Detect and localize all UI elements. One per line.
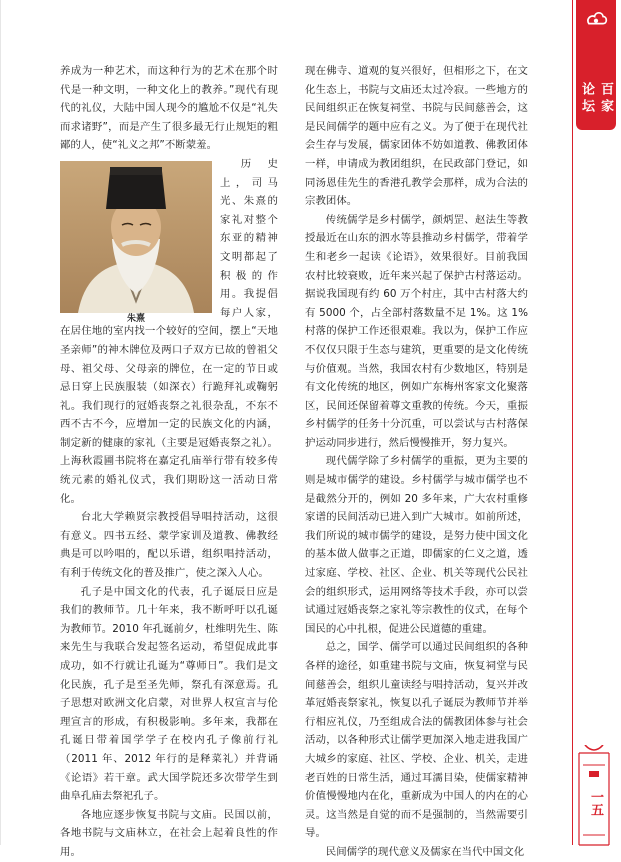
scholar-portrait-icon xyxy=(60,161,212,313)
section-tab xyxy=(576,0,616,130)
portrait-caption: 朱熹 xyxy=(126,314,146,325)
page-number: 一五 xyxy=(588,790,603,816)
left-paragraph-2: 历史上，司马光、朱熹的家礼对整个东亚的精神文明都起了积极的作用。我提倡每户人家，在居住地的室内找一个较好的空间，摆上“天地圣亲师”的神木牌位及两口子双方已故的曾祖父母、祖父母、父母亲的牌位，在一定的节日或忌日穿上民族服装（如深衣）行跪拜礼或鞠躬礼。我们现行的冠婚丧祭之礼很杂乱，不东不西不古不今，应增加一定的民族文化的内涵，制定新的健康的家礼（主要是冠婚丧祭之礼）。上海秋霞圃书院将在嘉定孔庙举行带有较多传统元素的婚礼仪式，我们期盼这一活动日常化。 xyxy=(60,157,278,505)
right-paragraph-2: 传统儒学是乡村儒学，颜炳罡、赵法生等教授最近在山东的泗水等县推动乡村儒学，带着学生和老乡一起读《论语》，效果很好。目前我国农村比较衰败，近年来兴起了保护古村落运动。据说我国现有约 60 万个村庄，其中古村落大约有 5000 个，占全部村落数量不足 1%。这 1% 村落的保护工作还很艰难。我以为，保护工作应不仅仅只限于生态与建筑，更重要的是文化传统与价值观。当然，我国农村有少数地区，特别是有文化传统的地区，例如广东梅州客家文化聚落区，民间还保留着尊文重教的传统。今天，重振乡村儒学的任务十分沉重，可以尝试与古村落保护运动同步进行，然后慢慢推开，努力复兴。 xyxy=(305,213,528,449)
margin-rule xyxy=(572,0,573,845)
right-column xyxy=(305,62,528,862)
right-paragraph-3: 现代儒学除了乡村儒学的重振，更为主要的则是城市儒学的建设。乡村儒学与城市儒学也不是截然分开的，例如 20 多年来，广大农村重修家谱的民间活动已进入到广大城市。如前所述，我们所说的城市儒学的建设，是努力使中国文化的基本做人做事之正道，即儒家的仁义之道，透过家庭、学校、社区、企业、机关等现代公民社会的组织形式，运用网络等技术手段，亦可以尝试通过冠婚丧祭之家礼等宗教性的仪式，在每个国民的心中扎根，促进公民道德的重建。 xyxy=(305,455,528,635)
left-column xyxy=(60,62,278,862)
cloud-ornament-icon xyxy=(578,8,614,34)
left-paragraph-1: 养成为一种艺术，而这种行为的艺术在那个时代是一种文明，一种文化上的教养。”现代有现代的礼仪，大陆中国人现今的尴尬不仅是“礼失而求诸野”，而是产生了很多最无行止规矩的粗鄙的人，使“礼义之邦”不断蒙羞。 xyxy=(60,65,278,152)
left-paragraph-3: 台北大学赖贤宗教授倡导唱持活动，这很有意义。四书五经、蒙学家训及道教、佛教经典是可以吟唱的，配以乐谱，组织唱持活动，有利于传统文化的普及推广，使之深入人心。 xyxy=(60,511,278,580)
page-edge xyxy=(0,0,1,845)
portrait-figure xyxy=(60,161,212,325)
section-title: 百家论坛 xyxy=(579,81,613,116)
left-paragraph-4: 孔子是中国文化的代表，孔子诞辰日应是我们的教师节。几十年来，我不断呼吁以孔诞为教师节。2010 年孔诞前夕，杜维明先生、陈来先生与我联合发起签名运动，希望促成此事成功，如不行就让孔诞为“尊师日”。我们是文化民族，孔子是至圣先师，祭孔有深意焉。孔子思想对欧洲文化启蒙，对世界人权宣言与伦理宣言的形成，有积极影响。多年来，我都在孔诞日带着国学学子在校内孔子像前行礼（2011 年、2012 年行的是释菜礼）并背诵《论语》若干章。武大国学院还多次带学生到曲阜孔庙去祭祀孔子。 xyxy=(60,585,278,803)
right-paragraph-5: 民间儒学的现代意义及儒家在当代中国文化 xyxy=(325,845,525,858)
right-paragraph-4: 总之，国学、儒学可以通过民间组织的各种各样的途径，如重建书院与文庙，恢复祠堂与民间慈善会，组织儿童读经与唱持活动，复兴并改革冠婚丧祭家礼，恢复以孔子诞辰为教师节并举行相应礼仪，乃至组成合法的儒教团体参与社会活动，以各种形式让儒学更加深入地走进我国广大城乡的家庭、社区、学校、企业、机关，走进老百姓的日常生活，通过耳濡目染，使儒家精神价值慢慢地内在化，重新成为中国人的内在的心灵。这当然是自觉的而不是强制的，当然需要引导。 xyxy=(305,641,528,840)
right-paragraph-1: 现在佛寺、道观的复兴很好，但相形之下，在文化生态上，书院与文庙还太过冷寂。一些地方的民间组织正在恢复祠堂、书院与民间慈善会，这是民间儒学的题中应有之义。为了便于在现代社会生存与发展，儒家团体不妨如道教、佛教团体一样，申请成为教团组织，在民政部门登记，如同汤恩佳先生的香港孔教学会那样，成为合法的宗教团体。 xyxy=(305,65,528,208)
left-paragraph-5: 各地应逐步恢复书院与文庙。民国以前，各地书院与文庙林立，在社会上起着良性的作用。 xyxy=(60,808,278,858)
